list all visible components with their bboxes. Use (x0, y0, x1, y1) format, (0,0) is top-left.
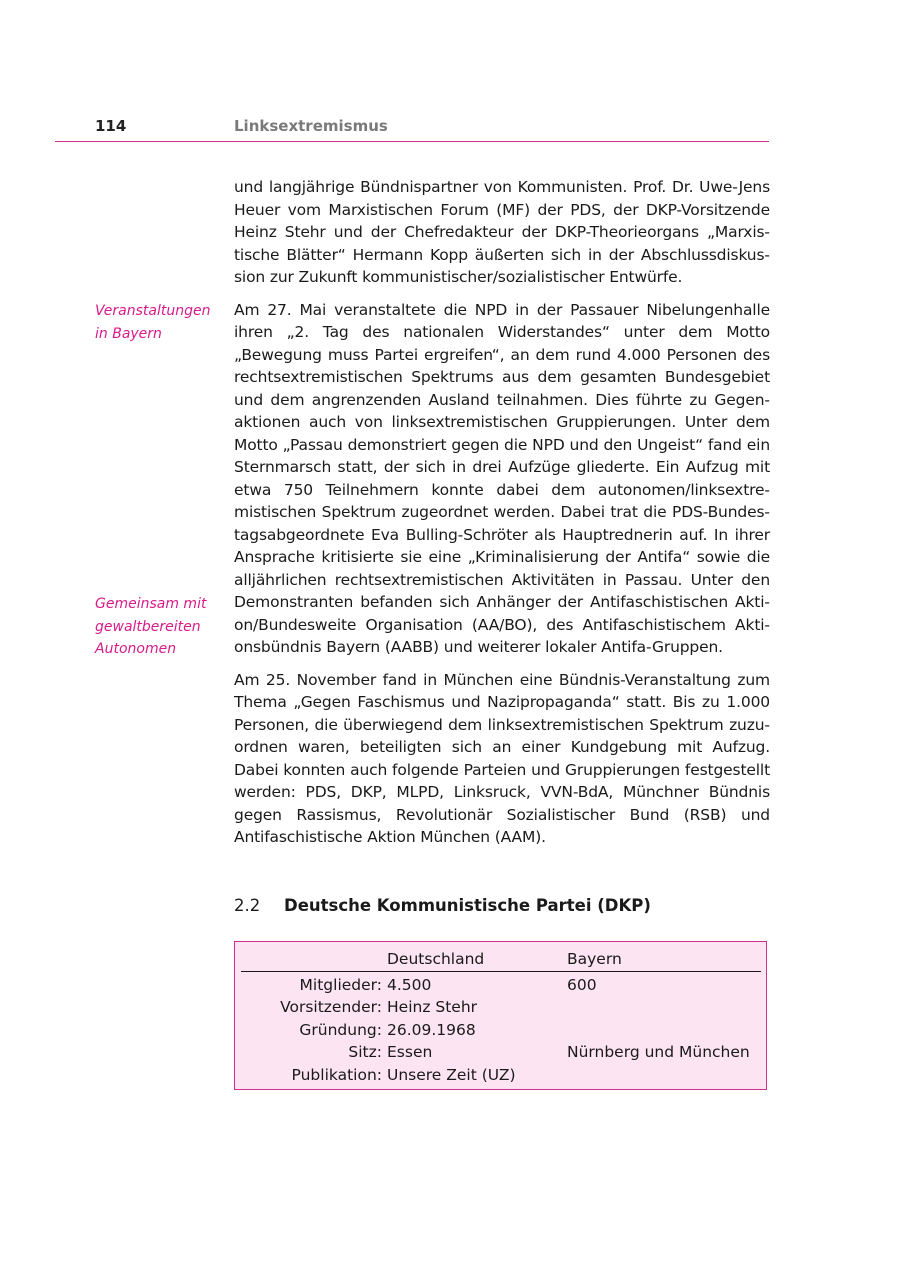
cell-bavaria (567, 1021, 761, 1044)
table-row-founded (241, 1021, 761, 1044)
cell-bavaria (567, 1066, 761, 1089)
table-row-publication (241, 1066, 761, 1089)
cell-germany: Essen (387, 1043, 433, 1061)
row-label: Mitglieder: (299, 976, 382, 994)
section-title: Deutsche Kommunistische Partei (DKP) (284, 896, 651, 915)
running-header (0, 117, 900, 143)
table-row-seat (241, 1043, 761, 1066)
cell-bavaria (567, 998, 761, 1021)
column-header-label (241, 948, 387, 972)
paragraph-munich: Am 25. November fand in München eine Bündnis-Veranstaltung zum Thema „Gegen Faschismus und Nazipropaganda“ statt. Bis zu 1.000 Personen, die überwiegend dem linksextremistischen Spektrum zuzuordnen waren, beteiligten sich an einer Kundgebung mit Aufzug. Dabei konnten auch folgende Parteien und Gruppierungen festgestellt werden: PDS, DKP, MLPD, Linksruck, VVN-BdA, Münchner Bündnis gegen Rassismus, Revolutionär Sozialistischer Bund (RSB) und Antifaschistische Aktion München (AAM). (234, 670, 770, 846)
info-table (241, 948, 761, 1088)
row-label: Publikation: (291, 1065, 382, 1084)
paragraph-intro: und langjährige Bündnispartner von Kommunisten. Prof. Dr. Uwe-Jens Heuer vom Marxistischen Forum (MF) der PDS, der DKP-Vorsitzende Heinz Stehr und der Chefredakteur der DKP-Theorieorgans „Marxistische Blätter“ Hermann Kopp äußerten sich in der Abschlussdiskussion zur Zukunft kommunistischer/sozialistischer Entwürfe. (234, 178, 770, 286)
cell-bavaria: Nürnberg und München (567, 1043, 750, 1061)
cell-germany: Unsere Zeit (UZ) (387, 1065, 516, 1084)
running-title: Linksextremismus (234, 117, 388, 135)
paragraph-passau: Am 27. Mai veranstaltete die NPD in der Passauer Nibelungenhalle ihren „2. Tag des nationalen Widerstandes“ unter dem Motto „Bewegung muss Partei ergreifen“, an dem rund 4.000 Personen des rechtsextremistischen Spektrums aus dem gesamten Bundesgebiet und dem angrenzenden Ausland teilnahmen. Dies führte zu Gegenaktionen auch von linksextremistischen Gruppierungen. Unter dem Motto „Passau demonstriert gegen die NPD und den Ungeist“ fand ein Sternmarsch statt, der sich in drei Aufzüge gliederte. Ein Aufzug mit etwa 750 Teilnehmern konnte dabei dem autonomen/linksextremistischen Spektrum zugeordnet werden. Dabei trat die PDS-Bundestagsabgeordnete Eva Bulling-Schröter als Hauptrednerin auf. In ihrer Ansprache kritisierte sie eine „Kriminalisierung der Antifa“ sowie die alljährlichen rechtsextremistischen Aktivitäten in Passau. Unter den Demonstranten befanden sich Anhänger der Antifaschistischen Aktion/Bundesweite Organisation (AA/BO), des Antifaschistischem Aktionsbündnis Bayern (AABB) und weiterer lokaler Antifa-Gruppen. (234, 300, 770, 656)
cell-germany: 4.500 (387, 976, 432, 994)
section-heading (234, 896, 651, 915)
info-table-header (241, 948, 761, 972)
row-label: Sitz: (348, 1043, 382, 1061)
cell-germany: 26.09.1968 (387, 1020, 476, 1039)
row-label: Vorsitzender: (280, 998, 382, 1016)
table-row-members (241, 972, 761, 999)
margin-note-autonomous: Gemeinsam mit gewaltbereiten Autonomen (95, 596, 207, 657)
column-header-germany: Deutschland (387, 948, 567, 972)
header-divider (55, 141, 769, 142)
column-header-bavaria: Bayern (567, 948, 761, 972)
table-row-chairman (241, 998, 761, 1021)
row-label: Gründung: (299, 1020, 382, 1039)
body-text (234, 176, 770, 859)
page-number: 114 (95, 117, 127, 135)
margin-note-events-bavaria: Veranstaltungen in Bayern (95, 303, 211, 342)
section-number: 2.2 (234, 896, 261, 915)
cell-germany: Heinz Stehr (387, 998, 478, 1016)
info-box (234, 941, 767, 1090)
cell-bavaria: 600 (567, 976, 597, 994)
